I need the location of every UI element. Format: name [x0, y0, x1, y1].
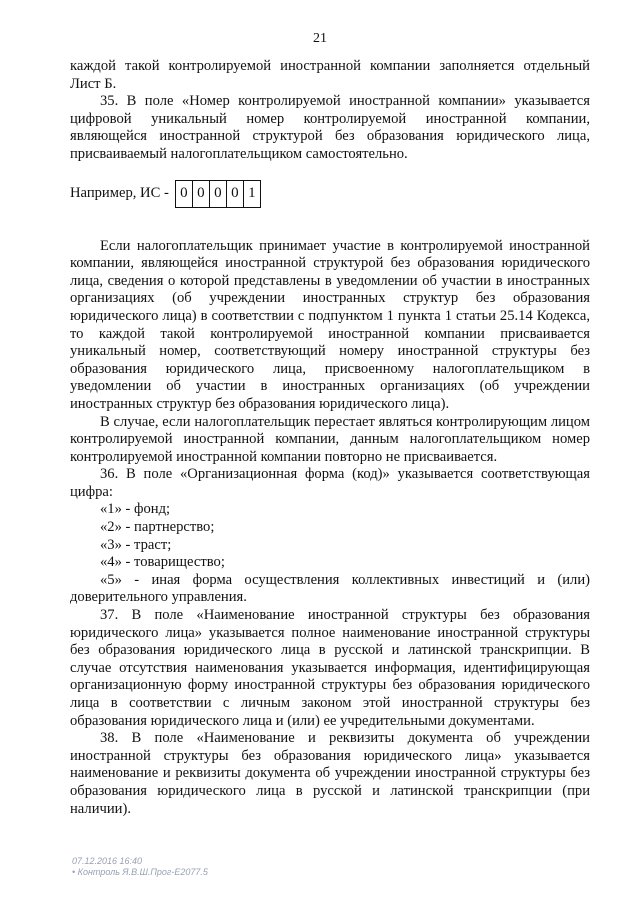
- example-digit-cell: 0: [227, 181, 244, 207]
- code-item-2: «2» - партнерство;: [100, 519, 215, 536]
- footer-stamp: [72, 856, 208, 878]
- footer-stamp-line: • Контроль Я.В.Ш.Прог-Е2077.5: [72, 867, 208, 877]
- footer-stamp-line: 07.12.2016 16:40: [72, 856, 143, 866]
- paragraph-intro: каждой такой контролируемой иностранной компании заполняется отдельный Лист Б.: [70, 58, 590, 92]
- example-digit-cell: 1: [248, 184, 256, 201]
- paragraph-36: 36. В поле «Организационная форма (код)» указывается соответствующая цифра:: [70, 466, 590, 500]
- paragraph-38: 38. В поле «Наименование и реквизиты документа об учреждении иностранной структуры без образования юридического лица» указывается наименование и реквизиты документа об учреждении иностранной структуры без образования юридического лица в русской и латинской транскрипции (при наличии).: [70, 730, 590, 817]
- code-item-5: «5» - иная форма осуществления коллективных инвестиций и (или) доверительного управления.: [70, 571, 590, 606]
- page-number: 21: [313, 31, 327, 46]
- document-body: [70, 58, 590, 818]
- code-item-3: «3» - траст;: [100, 536, 172, 553]
- paragraph-37: 37. В поле «Наименование иностранной структуры без образования юридического лица» указывается полное наименование иностранной структуры без образования юридического лица в русской и латинской транскрипции. В случае отсутствия наименования указывается информация, идентифицирующая организационную форму иностранной структуры без образования юридического лица в соответствии с личным законом этой иностранной структуры без образования юридического лица и (или) ее учредительными документами.: [70, 607, 590, 729]
- example-number-cells: [175, 180, 261, 208]
- example-digit-cell: 0: [176, 181, 193, 207]
- paragraph-participation: Если налогоплательщик принимает участие в контролируемой иностранной компании, являющейся иностранной структурой без образования юридического лица, сведения о которой представлены в уведомлении об участии в иностранных организациях (об учреждении иностранных структур без образования юридического лица) в соответствии с подпунктом 1 пункта 1 статьи 25.14 Кодекса, то каждой такой контролируемой иностранной компании присваивается уникальный номер, соответствующий номеру иностранной структуры без образования юридического лица, присвоенному налогоплательщиком в уведомлении об участии в иностранных организациях (об учреждении иностранных структур без образования юридического лица).: [70, 237, 590, 412]
- code-item-1: «1» - фонд;: [100, 501, 171, 518]
- example-digit-cell: 0: [193, 181, 210, 207]
- example-digit-cell: 0: [210, 181, 227, 207]
- example-line: [70, 174, 590, 214]
- paragraph-cessation: В случае, если налогоплательщик перестает являться контролирующим лицом контролируемой иностранной компании, данным налогоплательщиком номер контролируемой иностранной компании повторно не присваивается.: [70, 413, 590, 465]
- paragraph-35: 35. В поле «Номер контролируемой иностранной компании» указывается цифровой уникальный номер контролируемой иностранной компании, являющейся иностранной структурой без образования юридического лица, присваиваемый налогоплательщиком самостоятельно.: [70, 93, 590, 162]
- code-item-4: «4» - товарищество;: [100, 554, 225, 571]
- example-label: Например, ИС -: [70, 184, 169, 201]
